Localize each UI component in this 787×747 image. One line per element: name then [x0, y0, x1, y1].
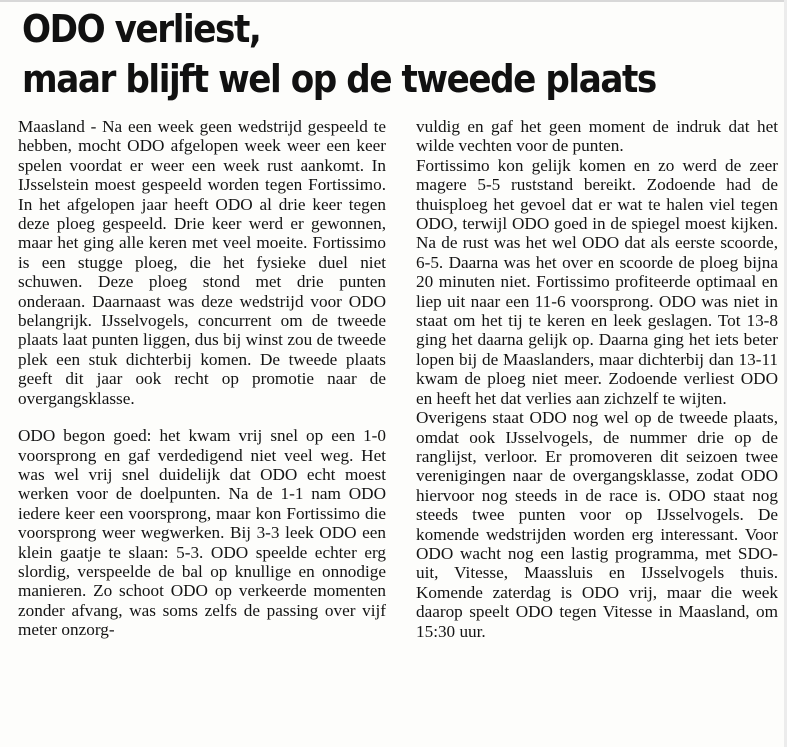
left-paragraph-1: Maasland - Na een week geen wedstrijd gespeeld te hebben, mocht ODO afgelopen week weer een keer spelen voordat er weer een week rust aankomt. In IJsselstein moest gespeeld worden tegen Fortissimo. In het afgelopen jaar heeft ODO al drie keer tegen deze ploeg gespeeld. Drie keer werd er gewonnen, maar het ging alle keren met veel moeite. Fortissimo is een stugge ploeg, die het fysieke duel niet schuwen. Deze ploeg stond met drie punten onderaan. Daarnaast was deze wedstrijd voor ODO belangrijk. IJsselvogels, concurrent om de tweede plaats laat punten liggen, dus bij winst zou de tweede plek een stuk dichterbij komen. De tweede plaats geeft dit jaar ook recht op promotie naar de overgangsklasse.: [18, 117, 386, 408]
left-column: [18, 117, 386, 640]
right-column: [416, 117, 778, 641]
article-headline: [22, 4, 706, 104]
right-paragraph-1: vuldig en gaf het geen moment de indruk dat het wilde vechten voor de punten.: [416, 117, 778, 156]
right-paragraph-3: Overigens staat ODO nog wel op de tweede plaats, omdat ook IJsselvogels, de nummer drie op de ranglijst, verloor. Er promoveren dit seizoen twee verenigingen naar de overgangsklasse, zodat ODO hiervoor nog steeds in de race is. ODO staat nog steeds twee punten voor op IJsselvogels. De komende wedstrijden worden erg interessant. Voor ODO wacht nog een lastig programma, met SDO-uit, Vitesse, Maassluis en IJsselvogels thuis. Komende zaterdag is ODO vrij, maar die week daarop speelt ODO tegen Vitesse in Maasland, om 15:30 uur.: [416, 408, 778, 641]
headline-line-1: ODO verliest,: [22, 7, 261, 51]
top-edge-line: [0, 0, 787, 2]
right-paragraph-2: Fortissimo kon gelijk komen en zo werd de zeer magere 5-5 ruststand bereikt. Zodoende had de thuisploeg het gevoel dat er wat te halen viel tegen ODO, terwijl ODO goed in de spiegel moest kijken. Na de rust was het wel ODO dat als eerste scoorde, 6-5. Daarna was het over en scoorde de ploeg bijna 20 minuten niet. Fortissimo profiteerde optimaal en liep uit naar een 11-6 voorsprong. ODO was niet in staat om het tij te keren en leek geslagen. Tot 13-8 ging het daarna gelijk op. Daarna ging het iets beter lopen bij de Maaslanders, maar dichterbij dan 13-11 kwam de ploeg niet meer. Zodoende verliest ODO en heeft het dat verlies aan zichzelf te wijten.: [416, 155, 778, 408]
left-paragraph-2: ODO begon goed: het kwam vrij snel op een 1-0 voorsprong en gaf verdedigend niet veel weg. Het was wel vrij snel duidelijk dat ODO echt moest werken voor de doelpunten. Na de 1-1 nam ODO iedere keer een voorsprong, maar kon Fortissimo die voorsprong weer wegwerken. Bij 3-3 leek ODO een klein gaatje te slaan: 5-3. ODO speelde echter erg slordig, verspeelde de bal op knullige en onnodige manieren. Zo schoot ODO op verkeerde momenten zonder afvang, was soms zelfs de passing over vijf meter onzorg-: [18, 426, 386, 640]
headline-line-2: maar blijft wel op de tweede plaats: [22, 57, 656, 101]
